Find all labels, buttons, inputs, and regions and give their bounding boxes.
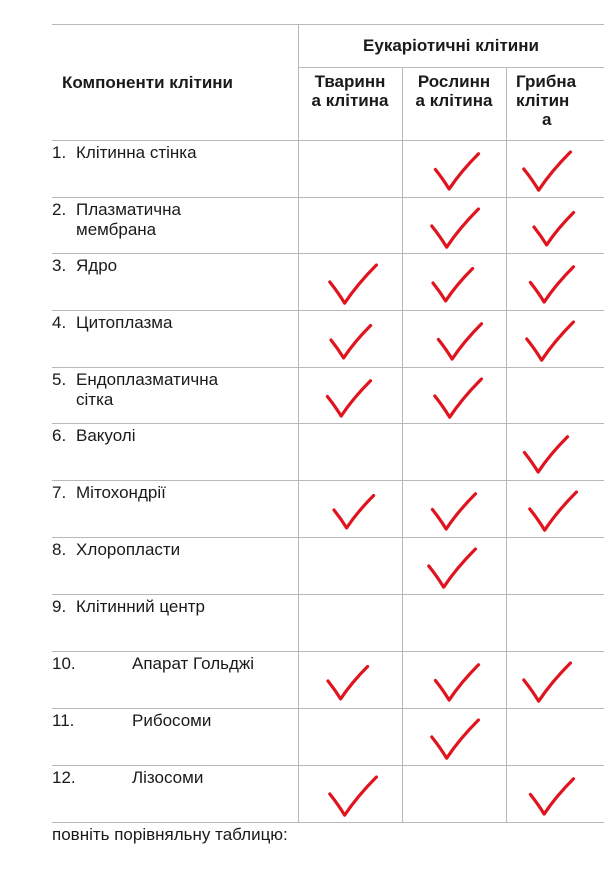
check-mark-fungal-row-6 <box>524 437 567 472</box>
check-mark-fungal-row-10 <box>524 663 571 701</box>
row-number: 1. <box>52 143 67 162</box>
check-mark-plant-row-1 <box>435 154 478 189</box>
check-mark-fungal-row-1 <box>524 152 571 190</box>
check-mark-plant-row-8 <box>429 549 476 587</box>
row-text: Мітохондрії <box>76 483 166 502</box>
col-header-line: а клітина <box>415 91 493 110</box>
check-mark-animal-row-7 <box>334 496 374 528</box>
col-header-line: Рослинн <box>417 72 491 91</box>
row-text: Лізосоми <box>132 768 204 787</box>
row-text: Ендоплазматична <box>76 370 219 389</box>
row-text: мембрана <box>76 220 157 239</box>
col-header-line: а клітина <box>311 91 389 110</box>
check-mark-fungal-row-2 <box>534 213 574 245</box>
check-mark-fungal-row-3 <box>530 267 573 302</box>
row-text: сітка <box>76 390 114 409</box>
col-header-line: Тваринн <box>314 72 386 91</box>
row-number: 12. <box>52 768 76 787</box>
check-mark-plant-row-11 <box>432 720 479 758</box>
row-text: Клітинний центр <box>76 597 206 616</box>
check-mark-animal-row-4 <box>331 326 371 358</box>
row-number: 8. <box>52 540 67 559</box>
col-header-line: клітин <box>516 91 570 110</box>
check-mark-plant-row-5 <box>435 379 482 417</box>
check-mark-fungal-row-12 <box>530 779 573 814</box>
check-mark-fungal-row-4 <box>527 322 574 360</box>
row-text: Рибосоми <box>132 711 212 730</box>
row-number: 5. <box>52 370 67 389</box>
row-number: 2. <box>52 200 67 219</box>
check-mark-animal-row-5 <box>327 381 370 416</box>
check-mark-animal-row-3 <box>330 265 377 303</box>
row-number: 7. <box>52 483 67 502</box>
row-number: 4. <box>52 313 67 332</box>
row-text: Плазматична <box>76 200 181 219</box>
row-number: 9. <box>52 597 67 616</box>
row-text: Клітинна стінка <box>76 143 197 162</box>
row-text: Цитоплазма <box>76 313 173 332</box>
col-header-line: а <box>542 110 552 129</box>
check-mark-plant-row-2 <box>432 209 479 247</box>
group-header: Еукаріотичні клітини <box>363 36 539 55</box>
check-mark-fungal-row-7 <box>530 492 577 530</box>
row-number: 11. <box>52 711 75 730</box>
check-mark-plant-row-7 <box>432 494 475 529</box>
component-header: Компоненти клітини <box>62 73 233 92</box>
footer-instruction: повніть порівняльну таблицю: <box>52 825 288 844</box>
check-mark-animal-row-12 <box>330 777 377 815</box>
check-mark-animal-row-10 <box>328 667 368 699</box>
row-text: Вакуолі <box>76 426 136 445</box>
row-number: 6. <box>52 426 67 445</box>
row-text: Апарат Гольджі <box>132 654 255 673</box>
check-mark-plant-row-3 <box>433 269 473 301</box>
row-number: 10. <box>52 654 76 673</box>
col-header-line: Грибна <box>516 72 577 91</box>
check-mark-plant-row-4 <box>438 324 481 359</box>
row-text: Хлоропласти <box>76 540 181 559</box>
check-mark-plant-row-10 <box>435 665 478 700</box>
row-number: 3. <box>52 256 67 275</box>
row-text: Ядро <box>76 256 118 275</box>
